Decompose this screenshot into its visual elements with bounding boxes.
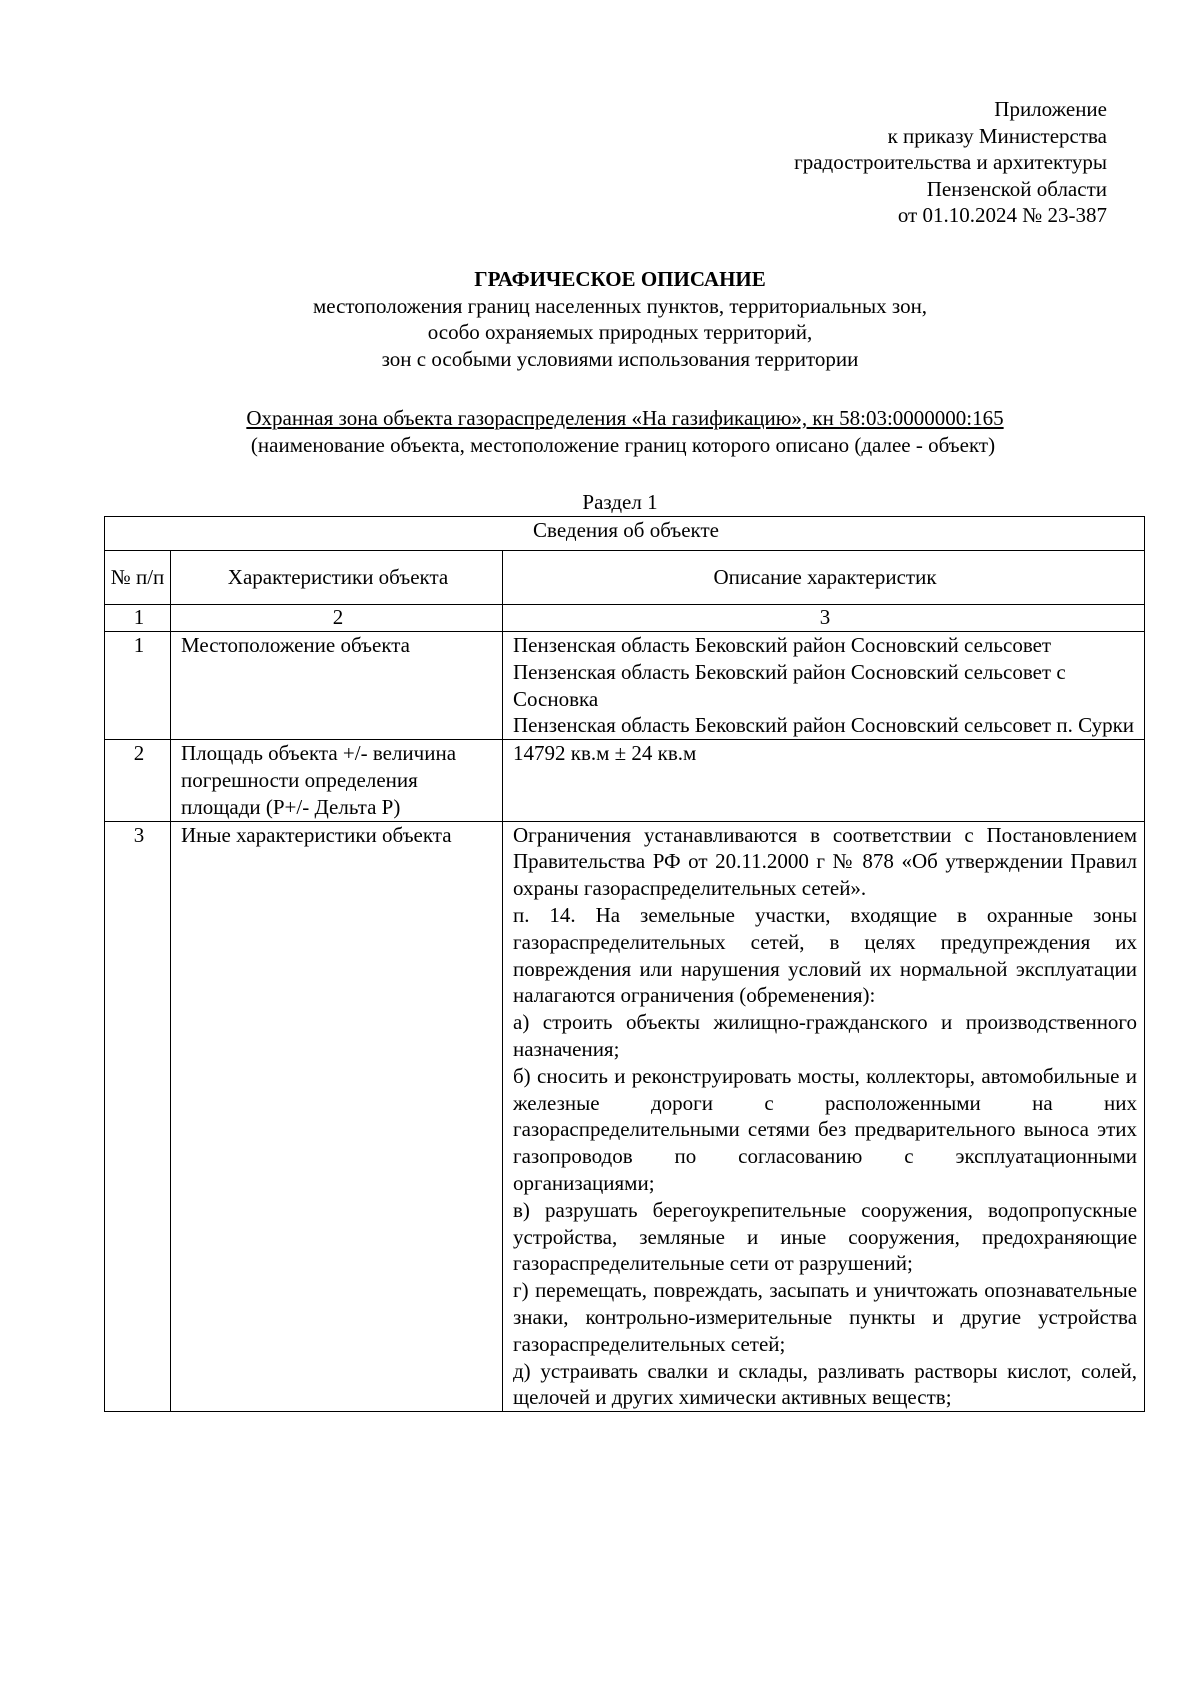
description-paragraph: п. 14. На земельные участки, входящие в охранные зоны газораспределительных сетей, в целях предупреждения их повреждения или нарушения условий их нормальной эксплуатации налагаются ограничения (обременения): xyxy=(513,902,1138,1008)
appendix-line: к приказу Министерства xyxy=(887,123,1107,148)
description-paragraph: Ограничения устанавливаются в соответствии с Постановлением Правительства РФ от 20.11.2000 г № 878 «Об утверждении Правил охраны газораспределительных сетей». xyxy=(513,822,1138,901)
object-block xyxy=(104,405,1136,458)
row-number: 1 xyxy=(105,632,171,740)
title-main: ГРАФИЧЕСКОЕ ОПИСАНИЕ xyxy=(474,267,766,291)
appendix-date-line: от 01.10.2024 № 23-387 xyxy=(897,203,1107,227)
table-caption: Сведения об объекте xyxy=(105,517,1145,551)
header-number: № п/п xyxy=(105,551,171,605)
appendix-line: Приложение xyxy=(994,97,1107,121)
row-description xyxy=(503,740,1145,821)
table-row xyxy=(105,632,1145,740)
row-description xyxy=(503,632,1145,740)
column-number: 2 xyxy=(171,605,503,632)
description-paragraph: Пензенская область Бековский район Сосновский сельсовет xyxy=(513,633,1052,657)
appendix-header xyxy=(794,96,1107,229)
table-row xyxy=(105,740,1145,821)
table-row xyxy=(105,821,1145,1412)
document-title xyxy=(104,266,1136,372)
row-description xyxy=(503,821,1145,1412)
column-number: 1 xyxy=(105,605,171,632)
table-header-row xyxy=(105,551,1145,605)
appendix-line: градостроительства и архитектуры xyxy=(794,150,1107,174)
object-name-note: (наименование объекта, местоположение границ которого описано (далее - объект) xyxy=(250,432,996,457)
description-paragraph: б) сносить и реконструировать мосты, коллекторы, автомобильные и железные дороги с расположенными на них газораспределительными сетями без предварительного выноса этих газопроводов по согласованию с эксплуатационными организациями; xyxy=(513,1063,1138,1195)
title-subtitle-line: особо охраняемых природных территорий, xyxy=(427,320,813,344)
table-caption-row xyxy=(105,517,1145,551)
row-number: 3 xyxy=(105,821,171,1412)
object-info-table xyxy=(104,516,1145,1412)
description-paragraph: в) разрушать берегоукрепительные сооружения, водопропускные устройства, земляные и иные сооружения, предохраняющие газораспределительные сети от разрушений; xyxy=(513,1197,1138,1276)
title-subtitle-line: местоположения границ населенных пунктов, территориальных зон, xyxy=(312,293,928,318)
row-characteristic: Иные характеристики объекта xyxy=(171,821,503,1412)
column-number: 3 xyxy=(503,605,1145,632)
section-label: Раздел 1 xyxy=(582,490,658,514)
appendix-line: Пензенской области xyxy=(926,176,1107,201)
table-column-numbers-row xyxy=(105,605,1145,632)
description-paragraph: г) перемещать, повреждать, засыпать и уничтожать опознавательные знаки, контрольно-измерительные пункты и другие устройства газораспределительных сетей; xyxy=(513,1278,1138,1356)
title-subtitle-line: зон с особыми условиями использования территории xyxy=(381,346,859,371)
row-characteristic: Местоположение объекта xyxy=(171,632,503,740)
header-description: Описание характеристик xyxy=(503,551,1145,605)
description-paragraph: а) строить объекты жилищно-гражданского и производственного назначения; xyxy=(513,1010,1138,1061)
object-name: Охранная зона объекта газораспределения «На газификацию», кн 58:03:0000000:165 xyxy=(246,406,1004,430)
row-number: 2 xyxy=(105,740,171,821)
header-characteristic: Характеристики объекта xyxy=(171,551,503,605)
row-characteristic: Площадь объекта +/- величина погрешности определения площади (P+/- Дельта P) xyxy=(171,740,503,821)
description-paragraph: Пензенская область Бековский район Сосновский сельсовет с Сосновка xyxy=(513,659,1066,711)
description-paragraph: д) устраивать свалки и склады, разливать растворы кислот, солей, щелочей и других химически активных веществ; xyxy=(513,1358,1138,1410)
description-paragraph: 14792 кв.м ± 24 кв.м xyxy=(513,741,697,766)
description-paragraph: Пензенская область Бековский район Сосновский сельсовет п. Сурки xyxy=(513,713,1135,738)
